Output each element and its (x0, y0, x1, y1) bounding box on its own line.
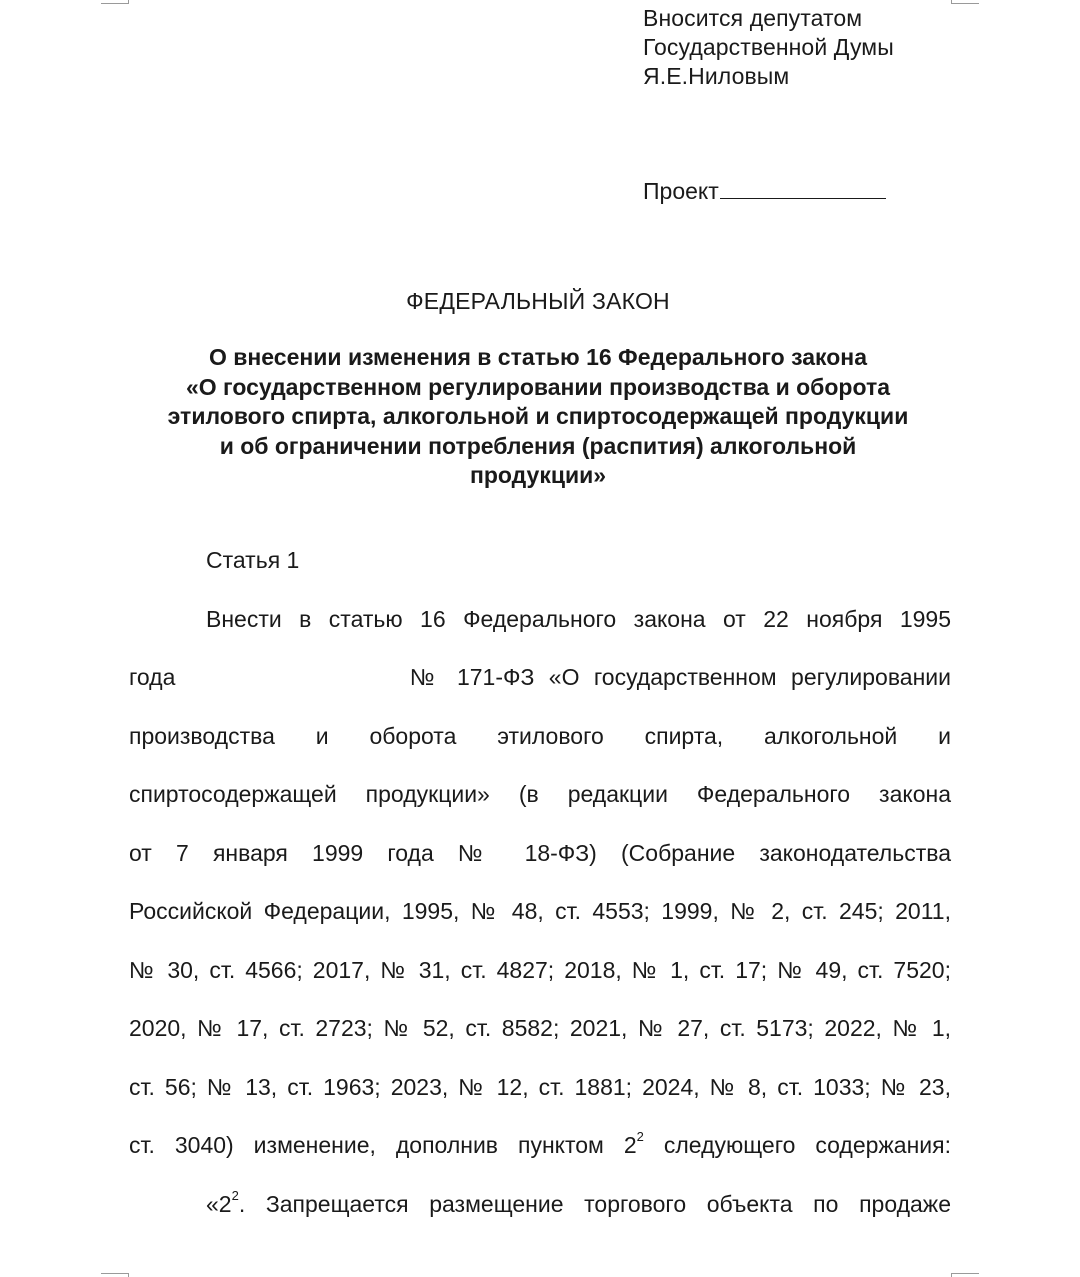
title-line: О внесении изменения в статью 16 Федерального закона (209, 344, 867, 370)
body-line: ст. 56; № 13, ст. 1963; 2023, № 12, ст. 1881; 2024, № 8, ст. 1033; № 23, (129, 1074, 951, 1100)
crop-mark-top-right (951, 3, 979, 4)
crop-mark-top-left-tick (128, 0, 129, 4)
article-heading: Статья 1 (206, 547, 300, 573)
crop-mark-bottom-left (101, 1273, 129, 1274)
introduced-by-line: Я.Е.Ниловым (643, 63, 790, 89)
project-number-blank (720, 176, 886, 199)
body-line-part: следующего содержания: (643, 1132, 951, 1158)
title-line: продукции» (469, 462, 607, 488)
body-line-part: № 171-ФЗ «О государственном регулировании (409, 664, 951, 690)
project-label (643, 176, 886, 206)
document-title (130, 343, 946, 491)
superscript: 2 (636, 1129, 644, 1144)
crop-mark-bottom-right-tick (951, 1273, 952, 1277)
body-line: спиртосодержащей продукции» (в редакции Федерального закона (129, 781, 951, 807)
body-line (129, 662, 951, 692)
project-text: Проект (643, 178, 719, 204)
title-line: «О государственном регулировании производства и оборота (185, 373, 891, 400)
title-line: и об ограничении потребления (распития) алкогольной (219, 432, 857, 459)
document-type: ФЕДЕРАЛЬНЫЙ ЗАКОН (406, 288, 670, 314)
body-line (129, 1130, 951, 1160)
introduced-by-block (643, 4, 894, 91)
introduced-by-line: Вносится депутатом (643, 5, 863, 31)
body-line: от 7 января 1999 года № 18-ФЗ) (Собрание законодательства (129, 840, 951, 866)
introduced-by-line: Государственной Думы (643, 34, 894, 60)
body-line: Внести в статью 16 Федерального закона от 22 ноября 1995 (206, 606, 951, 632)
title-line: этилового спирта, алкогольной и спиртосодержащей продукции (167, 403, 909, 429)
body-line-part: «2 (206, 1191, 232, 1217)
body-line: производства и оборота этилового спирта, алкогольной и (129, 723, 951, 749)
body-line-part: . Запрещается размещение торгового объекта по продаже (238, 1191, 951, 1217)
superscript: 2 (231, 1188, 239, 1203)
body-line: Российской Федерации, 1995, № 48, ст. 4553; 1999, № 2, ст. 245; 2011, (129, 898, 951, 924)
body-line-part: года (129, 664, 176, 690)
crop-mark-top-left (101, 3, 129, 4)
crop-mark-bottom-right (951, 1273, 979, 1274)
body-line: 2020, № 17, ст. 2723; № 52, ст. 8582; 2021, № 27, ст. 5173; 2022, № 1, (129, 1015, 951, 1041)
body-line-part: ст. 3040) изменение, дополнив пунктом 2 (129, 1132, 637, 1158)
body-line (206, 1189, 951, 1219)
crop-mark-top-right-tick (951, 0, 952, 4)
crop-mark-bottom-left-tick (128, 1273, 129, 1277)
body-line: № 30, ст. 4566; 2017, № 31, ст. 4827; 2018, № 1, ст. 17; № 49, ст. 7520; (129, 957, 951, 983)
